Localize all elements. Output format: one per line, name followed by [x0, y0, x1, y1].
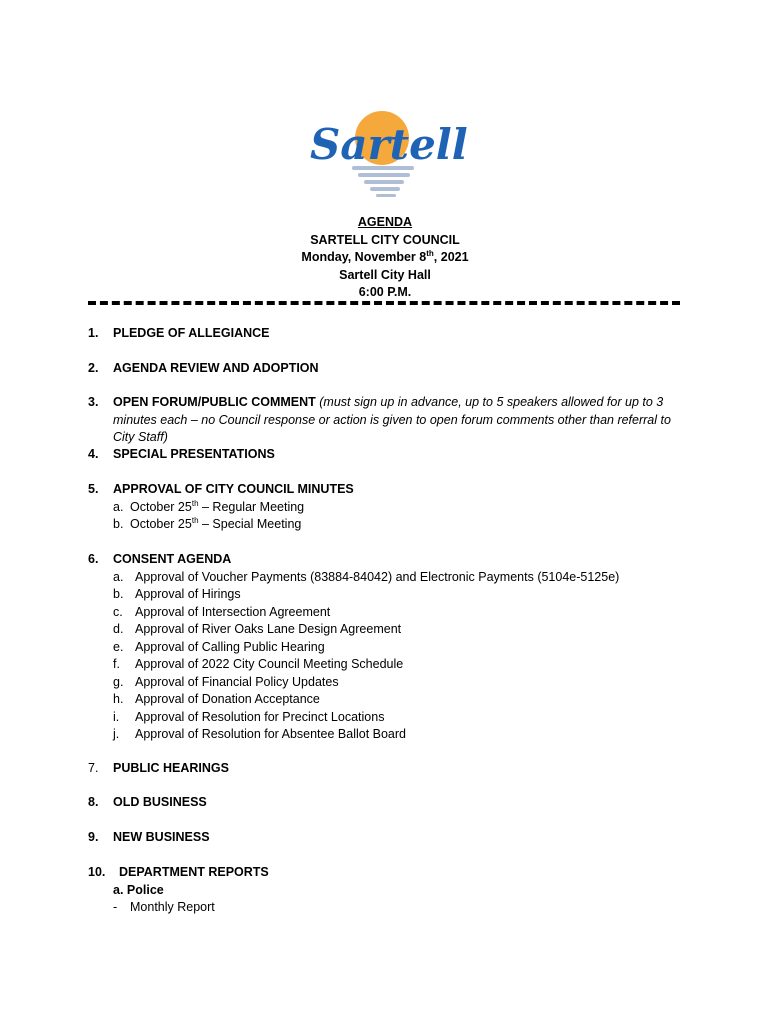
agenda-title: AGENDA	[357, 215, 413, 229]
council-name: SARTELL CITY COUNCIL	[310, 232, 460, 247]
list-item: a. October 25th – Regular Meeting	[113, 498, 305, 514]
agenda-item-review: 2. AGENDA REVIEW AND ADOPTION	[88, 361, 319, 375]
list-item: b. Approval of Hirings	[113, 587, 241, 601]
list-item: f. Approval of 2022 City Council Meeting Schedule	[113, 657, 404, 671]
meeting-date: Monday, November 8th, 2021	[301, 248, 469, 264]
agenda-header	[0, 214, 770, 302]
meeting-time: 6:00 P.M.	[358, 285, 412, 299]
agenda-item-consent: 6. CONSENT AGENDA a. Approval of Voucher Payments (83884-84042) and Electronic Payments (5104e-5125e) b. Approval of Hirings c. Approval of Intersection Agreement d. Approval of River Oaks Lane Design Agreement e. Approval of Calling Public Hearing f. Approval of 2022 City Council Meeting Schedule g. Approval of Financial Policy Updates h. Approval of Donation Acceptance i. Approval of Resolution for Precinct Locations j. Approval of Resolution for Absentee Ballot Board	[88, 551, 688, 744]
list-item: h. Approval of Donation Acceptance	[113, 692, 320, 706]
list-item: j. Approval of Resolution for Absentee Ballot Board	[113, 727, 407, 741]
agenda-item-open-forum: 3. OPEN FORUM/PUBLIC COMMENT (must sign up in advance, up to 5 speakers allowed for up to 3 minutes each – no Council response or action is given to open forum comments other than referral to City Staff)	[88, 395, 671, 444]
header-divider	[88, 301, 680, 305]
police-subheading: a. Police	[113, 882, 164, 897]
sartell-logo	[300, 104, 472, 208]
list-item: g. Approval of Financial Policy Updates	[113, 674, 339, 689]
open-forum-note: (must sign up in advance, up to 5 speakers allowed for up to 3 minutes each – no Council response or action is given to open forum comments other than referral to City Staff)	[113, 395, 671, 444]
agenda-item-presentations: 4. SPECIAL PRESENTATIONS	[88, 447, 275, 461]
agenda-item-department-reports: 10. DEPARTMENT REPORTS a. Police - Monthly Report	[88, 864, 688, 917]
list-item: e. Approval of Calling Public Hearing	[113, 639, 325, 654]
meeting-location: Sartell City Hall	[339, 267, 431, 282]
list-item: d. Approval of River Oaks Lane Design Agreement	[113, 622, 402, 636]
list-item: i. Approval of Resolution for Precinct Locations	[113, 709, 385, 724]
logo-wordmark: Sartell	[310, 120, 468, 169]
agenda-item-old-business: 8. OLD BUSINESS	[88, 795, 207, 809]
list-item: - Monthly Report	[113, 900, 215, 914]
list-item: b. October 25th – Special Meeting	[113, 515, 302, 531]
agenda-item-minutes: 5. APPROVAL OF CITY COUNCIL MINUTES a. October 25th – Regular Meeting b. October 25th – Special Meeting	[88, 481, 688, 534]
agenda-item-public-hearings: 7. PUBLIC HEARINGS	[88, 761, 229, 775]
list-item: a. Approval of Voucher Payments (83884-84042) and Electronic Payments (5104e-5125e)	[113, 569, 620, 584]
list-item: c. Approval of Intersection Agreement	[113, 604, 331, 619]
agenda-item-new-business: 9. NEW BUSINESS	[88, 830, 210, 844]
agenda-item-pledge: 1. PLEDGE OF ALLEGIANCE	[88, 326, 270, 340]
